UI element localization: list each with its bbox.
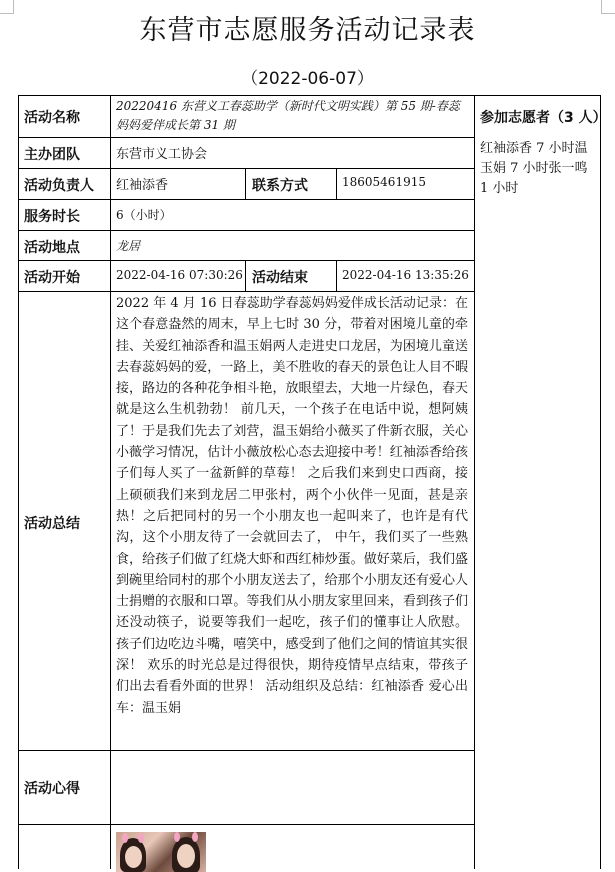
value-duration: 6（小时）	[116, 208, 172, 222]
value-volunteers: 红袖添香 7 小时温玉娟 7 小时张一鸣 1 小时	[480, 141, 588, 196]
value-organizer: 东营市义工协会	[116, 147, 208, 162]
value-leader: 红袖添香	[116, 178, 169, 193]
value-summary: 2022 年 4 月 16 日春蕊助学春蕊妈妈爱伴成长活动记录：在这个春意盎然的周末，早上七时 30 分，带着对困境儿童的牵挂、关爱红袖添香和温玉娟两人走进史口龙居，为困境儿童送去春蕊妈妈的爱，一路上，美不胜收的春天的景色让人目不暇接，路边的各种花争相斗艳，放眼望去，大地一片绿色，春天就是这么生机勃勃！ 前几天，一个孩子在电话中说，想阿姨了！于是我们先去了刘营，温玉娟给小薇买了件新衣服，关心小薇学习情况，估计小薇放松心态去迎接中考！红袖添香给孩子们每人买了一盆新鲜的草莓！ 之后我们来到史口西商，接上硕硕我们来到龙居二甲张村，两个小伙伴一见面，甚是亲热！之后把同村的另一个小朋友也一起叫来了，也许是有代沟，这个小朋友待了一会就回去了， 中午，我们买了一些熟食，给孩子们做了红烧大虾和西红柿炒蛋。做好菜后，我们盛到碗里给同村的那个小朋友送去了，给那个小朋友还有爱心人士捐赠的衣服和口罩。等我们从小朋友家里回来，看到孩子们还没动筷子，说要等我们一起吃，孩子们的懂事让人欣慰。 孩子们边吃边斗嘴，嘻笑中，感受到了他们之间的情谊其实很深！ 欢乐的时光总是过得很快，期待疫情早点结束，带孩子们出去看看外面的世界！ 活动组织及总结：红袖添香 爱心出车：温玉娟	[116, 296, 468, 716]
label-summary: 活动总结	[24, 516, 80, 532]
label-start: 活动开始	[24, 270, 80, 286]
label-organizer: 主办团队	[24, 147, 80, 163]
value-location: 龙居	[116, 239, 141, 253]
value-end-time: 2022-04-16 13:35:26	[342, 268, 469, 282]
label-volunteers: 参加志愿者（3 人）	[480, 110, 607, 126]
record-date: （2022-06-07）	[241, 69, 374, 89]
label-leader: 活动负责人	[24, 178, 94, 194]
activity-photo	[116, 832, 206, 872]
page-title: 东营市志愿服务活动记录表	[139, 15, 476, 46]
label-end: 活动结束	[252, 270, 308, 286]
label-location: 活动地点	[24, 240, 80, 256]
label-activity-name: 活动名称	[24, 110, 80, 126]
label-duration: 服务时长	[24, 209, 80, 225]
value-start-time: 2022-04-16 07:30:26	[116, 268, 243, 282]
value-contact: 18605461915	[342, 175, 426, 189]
label-reflection: 活动心得	[24, 781, 80, 797]
value-activity-name: 20220416 东营义工春蕊助学（新时代文明实践）第 55 期-春蕊妈妈爱伴成长第 31 期	[116, 99, 460, 132]
label-contact: 联系方式	[252, 178, 308, 194]
